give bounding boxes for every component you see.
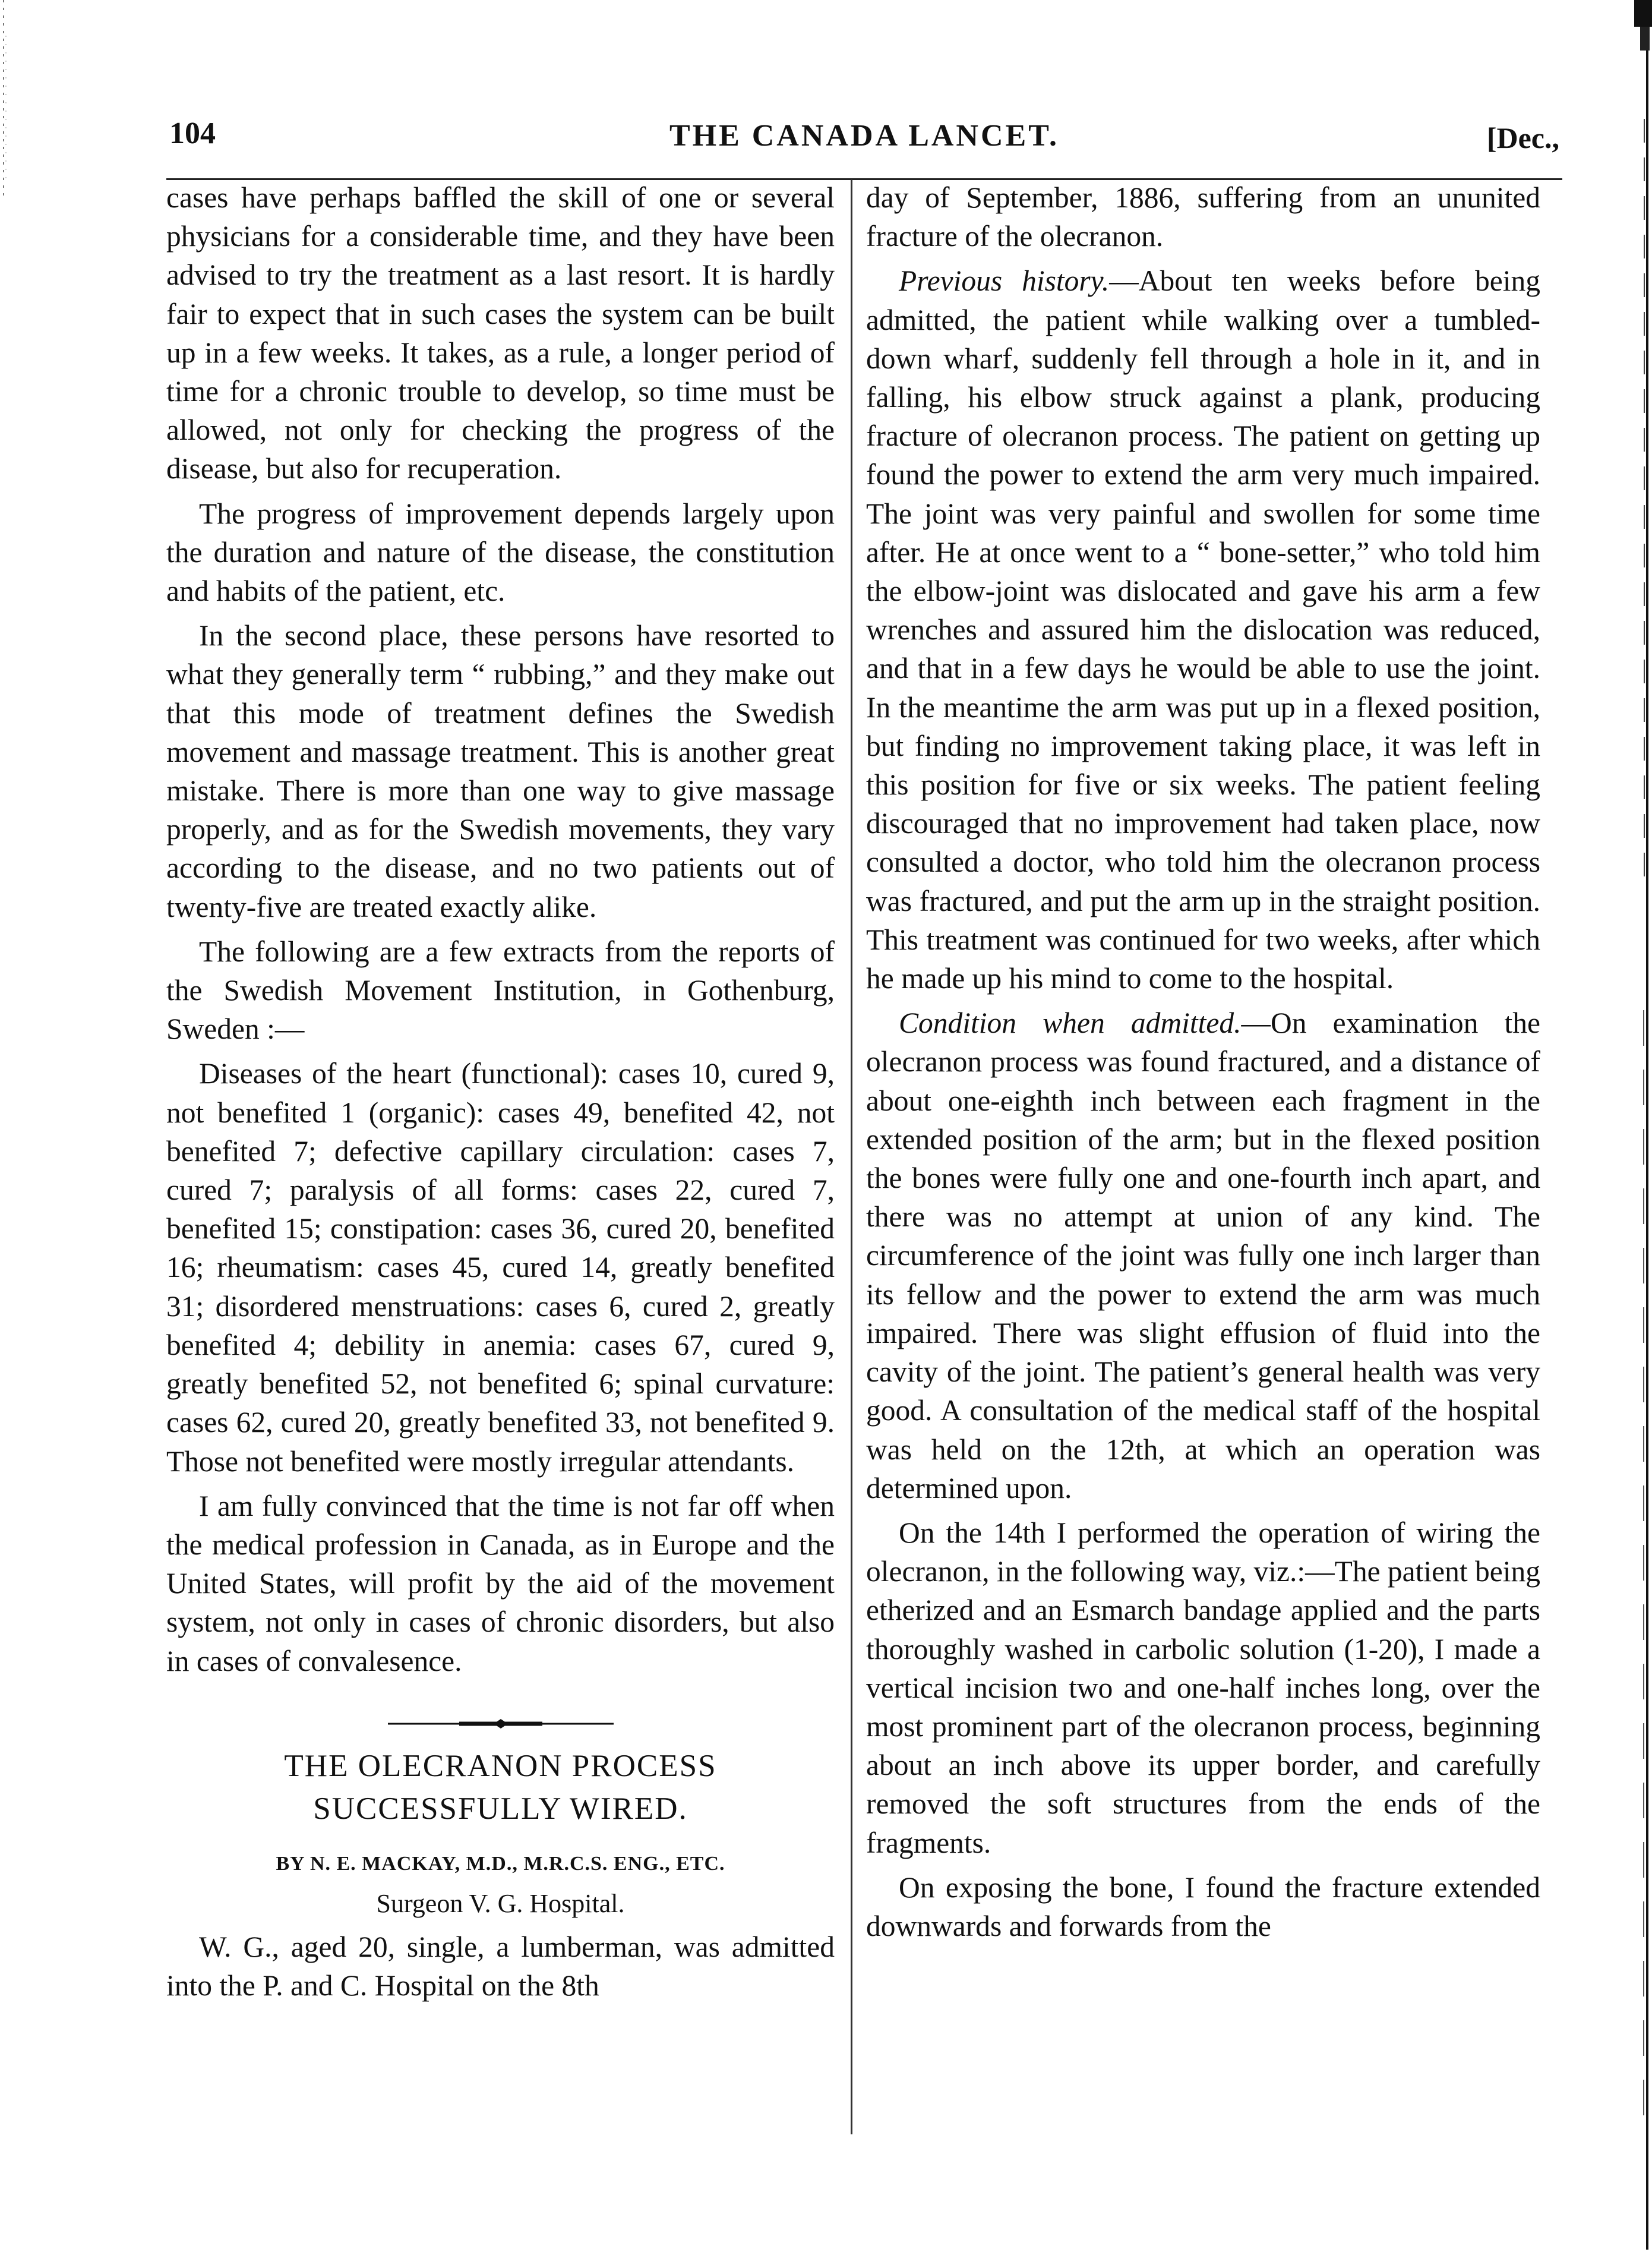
paragraph: On the 14th I performed the operation of wiring the olecranon, in the following way, viz.:—The patient being etherized and an Esmarch bandage applied and the parts thoroughly washed in carbolic solution (1-20), I made a vertical incision two and one-half inches long, over the most prominent part of the olecranon process, beginning about an inch above its upper border, and carefully removed the soft structures from the ends of the fragments.: [866, 1516, 1540, 1859]
journal-title: THE CANADA LANCET.: [669, 119, 1060, 153]
paragraph: W. G., aged 20, single, a lumberman, was admitted into the P. and C. Hospital on the 8th: [166, 1930, 835, 2002]
paragraph: In the second place, these persons have resorted to what they generally term “ rubbing,” and they make out that this mode of treatment defines the Swedish movement and massage treatment. This is another great mistake. There is more than one way to give massage properly, and as for the Swedish movements, they vary according to the disease, and no two patients out of twenty-five are treated exactly alike.: [166, 619, 835, 923]
section-heading: Previous history.: [899, 264, 1110, 298]
left-column: [166, 178, 835, 2011]
section-ornament-divider: [388, 1715, 614, 1733]
statistics-paragraph: Diseases of the heart (functional): cases 10, cured 9, not benefited 1 (organic): cases 49, benefited 42, not benefited 7; defective capillary circulation: cases 7, cured 7; paralysis of all forms: cases 22, cured 7, benefited 15; constipation: cases 36, cured 20, benefited 16; rheumatism: cases 45, cured 14, greatly benefited 31; disordered menstruations: cases 6, cured 2, greatly benefited 4; debility in anemia: cases 67, cured 9, greatly benefited 52, not benefited 6; spinal curvature: cases 62, cured 20, greatly benefited 33, not benefited 9. Those not benefited were mostly irregular attendants.: [166, 1057, 835, 1478]
paragraph: The progress of improvement depends largely upon the duration and nature of the disease, the constitution and habits of the patient, etc.: [166, 497, 835, 608]
paragraph: [866, 261, 1540, 998]
author-affiliation: Surgeon V. G. Hospital.: [376, 1888, 625, 1918]
column-divider: [851, 179, 852, 2134]
paragraph-text: —About ten weeks before being admitted, the patient while walking over a tumbled-down wharf, suddenly fell through a hole in it, and in falling, his elbow struck against a plank, producing fracture of olecranon process. The patient on getting up found the power to extend the arm very much impaired. The joint was very painful and swollen for some time after. He at once went to a “ bone-setter,” who told him the elbow-joint was dislocated and gave his arm a few wrenches and assured him the dislocation was reduced, and that in a few days he would be able to use the joint. In the meantime the arm was put up in a flexed position, but finding no improvement taking place, it was left in this position for five or six weeks. The patient feeling discouraged that no improvement had taken place, now consulted a doctor, who told him the olecranon process was fractured, and put the arm up in the straight position. This treatment was continued for two weeks, after which he made up his mind to come to the hospital.: [866, 264, 1540, 995]
paragraph-text: —On examination the olecranon process was found fractured, and a distance of about one-eighth inch between each fragment in the extended position of the arm; but in the flexed position the bones were fully one and one-fourth inch apart, and there was no attempt at union of any kind. The circumference of the joint was fully one inch larger than its fellow and the power to extend the arm was much impaired. There was slight effusion of fluid into the cavity of the joint. The patient’s general health was very good. A consultation of the medical staff of the hospital was held on the 12th, at which an operation was determined upon.: [866, 1007, 1540, 1505]
paragraph: [866, 1004, 1540, 1507]
scan-edge-marks: [0, 0, 18, 2250]
paragraph: The following are a few extracts from the reports of the Swedish Movement Institution, in Gothenburg, Sweden :—: [166, 935, 835, 1046]
scan-binding-edge: [1616, 0, 1652, 2250]
paragraph: I am fully convinced that the time is not far off when the medical profession in Canada, as in Europe and the United States, will profit by the aid of the movement system, not only in cases of chronic disorders, but also in cases of convalesence.: [166, 1489, 835, 1677]
article-title: THE OLECRANON PROCESS SUCCESSFULLY WIRED.: [284, 1748, 717, 1826]
right-column: [866, 178, 1540, 1951]
paragraph: day of September, 1886, suffering from an ununited fracture of the olecranon.: [866, 181, 1540, 253]
binding-shadow-marks: [1616, 0, 1652, 2250]
scan-edge-specks: [0, 0, 18, 2250]
running-header: [169, 116, 1559, 163]
paragraph: cases have perhaps baffled the skill of one or several physicians for a considerable time, and they have been advised to try the treatment as a last resort. It is hardly fair to expect that in such cases the system can be built up in a few weeks. It takes, as a rule, a longer period of time for a chronic trouble to develop, so time must be allowed, not only for checking the progress of the disease, but also for recuperation.: [166, 181, 835, 485]
section-heading: Condition when admitted.: [899, 1007, 1242, 1040]
paragraph: On exposing the bone, I found the fracture extended downwards and forwards from the: [866, 1871, 1540, 1942]
page-number: 104: [169, 116, 216, 150]
header-month: [Dec.,: [1486, 121, 1559, 154]
article-byline: BY N. E. MACKAY, M.D., M.R.C.S. ENG., ETC.: [276, 1852, 725, 1875]
